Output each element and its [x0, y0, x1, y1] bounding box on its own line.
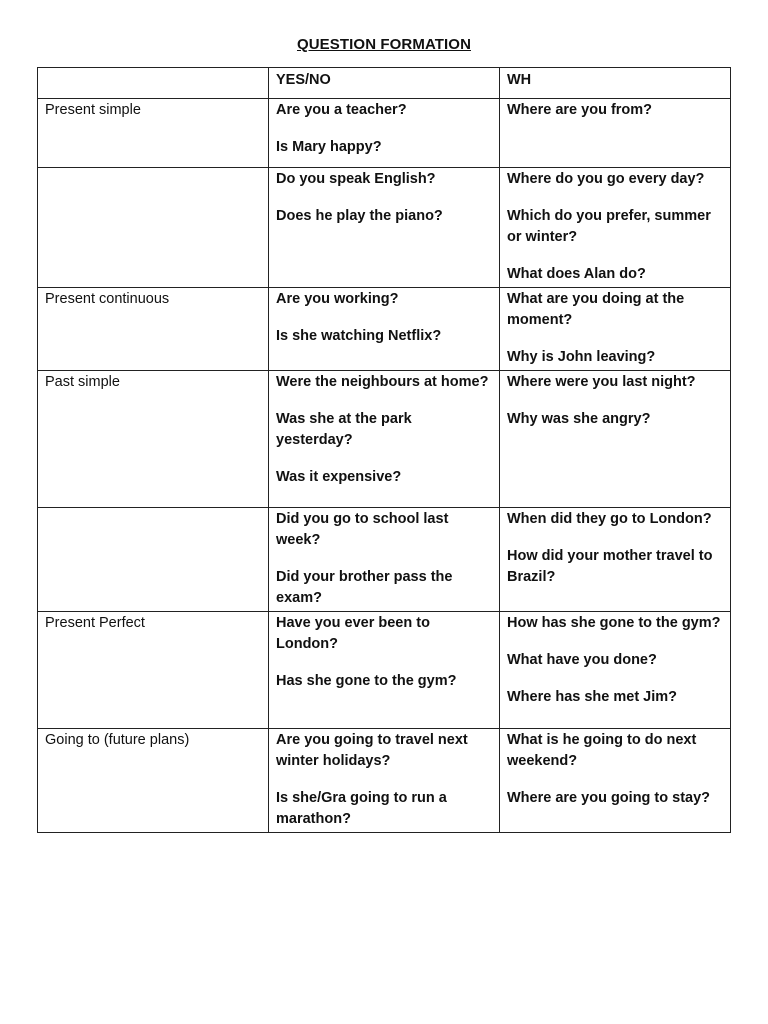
question-text: Where are you going to stay?	[507, 790, 711, 806]
tense-cell: Present continuous	[38, 288, 269, 371]
wh-cell	[500, 729, 731, 833]
table-row	[38, 168, 731, 288]
question-text: Are you working?	[276, 291, 399, 307]
question-text: Are you a teacher?	[276, 102, 407, 118]
question-text: Have you ever been to London?	[276, 615, 430, 652]
question-text: Where has she met Jim?	[507, 689, 678, 705]
table-row	[38, 99, 731, 168]
wh-cell	[500, 508, 731, 612]
wh-cell	[500, 612, 731, 729]
tense-cell: Going to (future plans)	[38, 729, 269, 833]
yes-no-cell	[269, 99, 500, 168]
question-text: What are you doing at the moment?	[507, 291, 685, 328]
header-tense	[38, 68, 269, 99]
question-text: Was she at the park yesterday?	[276, 411, 412, 448]
question-formation-table	[37, 67, 731, 833]
question-text: When did they go to London?	[507, 511, 712, 527]
table-row	[38, 612, 731, 729]
table-row	[38, 508, 731, 612]
tense-cell	[38, 168, 269, 288]
yes-no-cell	[269, 371, 500, 508]
question-text: Are you going to travel next winter holidays?	[276, 732, 468, 769]
yes-no-cell	[269, 288, 500, 371]
question-text: Where do you go every day?	[507, 171, 705, 187]
tense-cell	[38, 508, 269, 612]
wh-cell	[500, 99, 731, 168]
table-row	[38, 288, 731, 371]
question-text: Has she gone to the gym?	[276, 673, 457, 689]
question-text: Is she/Gra going to run a marathon?	[276, 790, 447, 827]
question-text: Were the neighbours at home?	[276, 374, 489, 390]
question-text: Was it expensive?	[276, 469, 402, 485]
wh-cell	[500, 288, 731, 371]
question-text: Did you go to school last week?	[276, 511, 449, 548]
question-text: Did your brother pass the exam?	[276, 569, 453, 606]
question-text: Why is John leaving?	[507, 349, 656, 365]
question-text: How did your mother travel to Brazil?	[507, 548, 713, 585]
question-text: What have you done?	[507, 652, 657, 668]
wh-cell	[500, 168, 731, 288]
yes-no-cell	[269, 729, 500, 833]
table-header-row	[38, 68, 731, 99]
table-row	[38, 729, 731, 833]
question-text: Where are you from?	[507, 102, 653, 118]
header-yes-no: YES/NO	[269, 68, 500, 99]
question-text: Do you speak English?	[276, 171, 436, 187]
wh-cell	[500, 371, 731, 508]
tense-cell: Present Perfect	[38, 612, 269, 729]
question-text: What is he going to do next weekend?	[507, 732, 697, 769]
yes-no-cell	[269, 612, 500, 729]
yes-no-cell	[269, 168, 500, 288]
question-text: Is Mary happy?	[276, 139, 382, 155]
question-text: Where were you last night?	[507, 374, 696, 390]
question-text: Is she watching Netflix?	[276, 328, 442, 344]
question-text: Why was she angry?	[507, 411, 651, 427]
header-wh: WH	[500, 68, 731, 99]
yes-no-cell	[269, 508, 500, 612]
question-text: How has she gone to the gym?	[507, 615, 721, 631]
table-row	[38, 371, 731, 508]
question-text: Does he play the piano?	[276, 208, 443, 224]
question-text: Which do you prefer, summer or winter?	[507, 208, 711, 245]
question-text: What does Alan do?	[507, 266, 646, 282]
page-title: QUESTION FORMATION	[296, 36, 471, 53]
tense-cell: Present simple	[38, 99, 269, 168]
tense-cell: Past simple	[38, 371, 269, 508]
